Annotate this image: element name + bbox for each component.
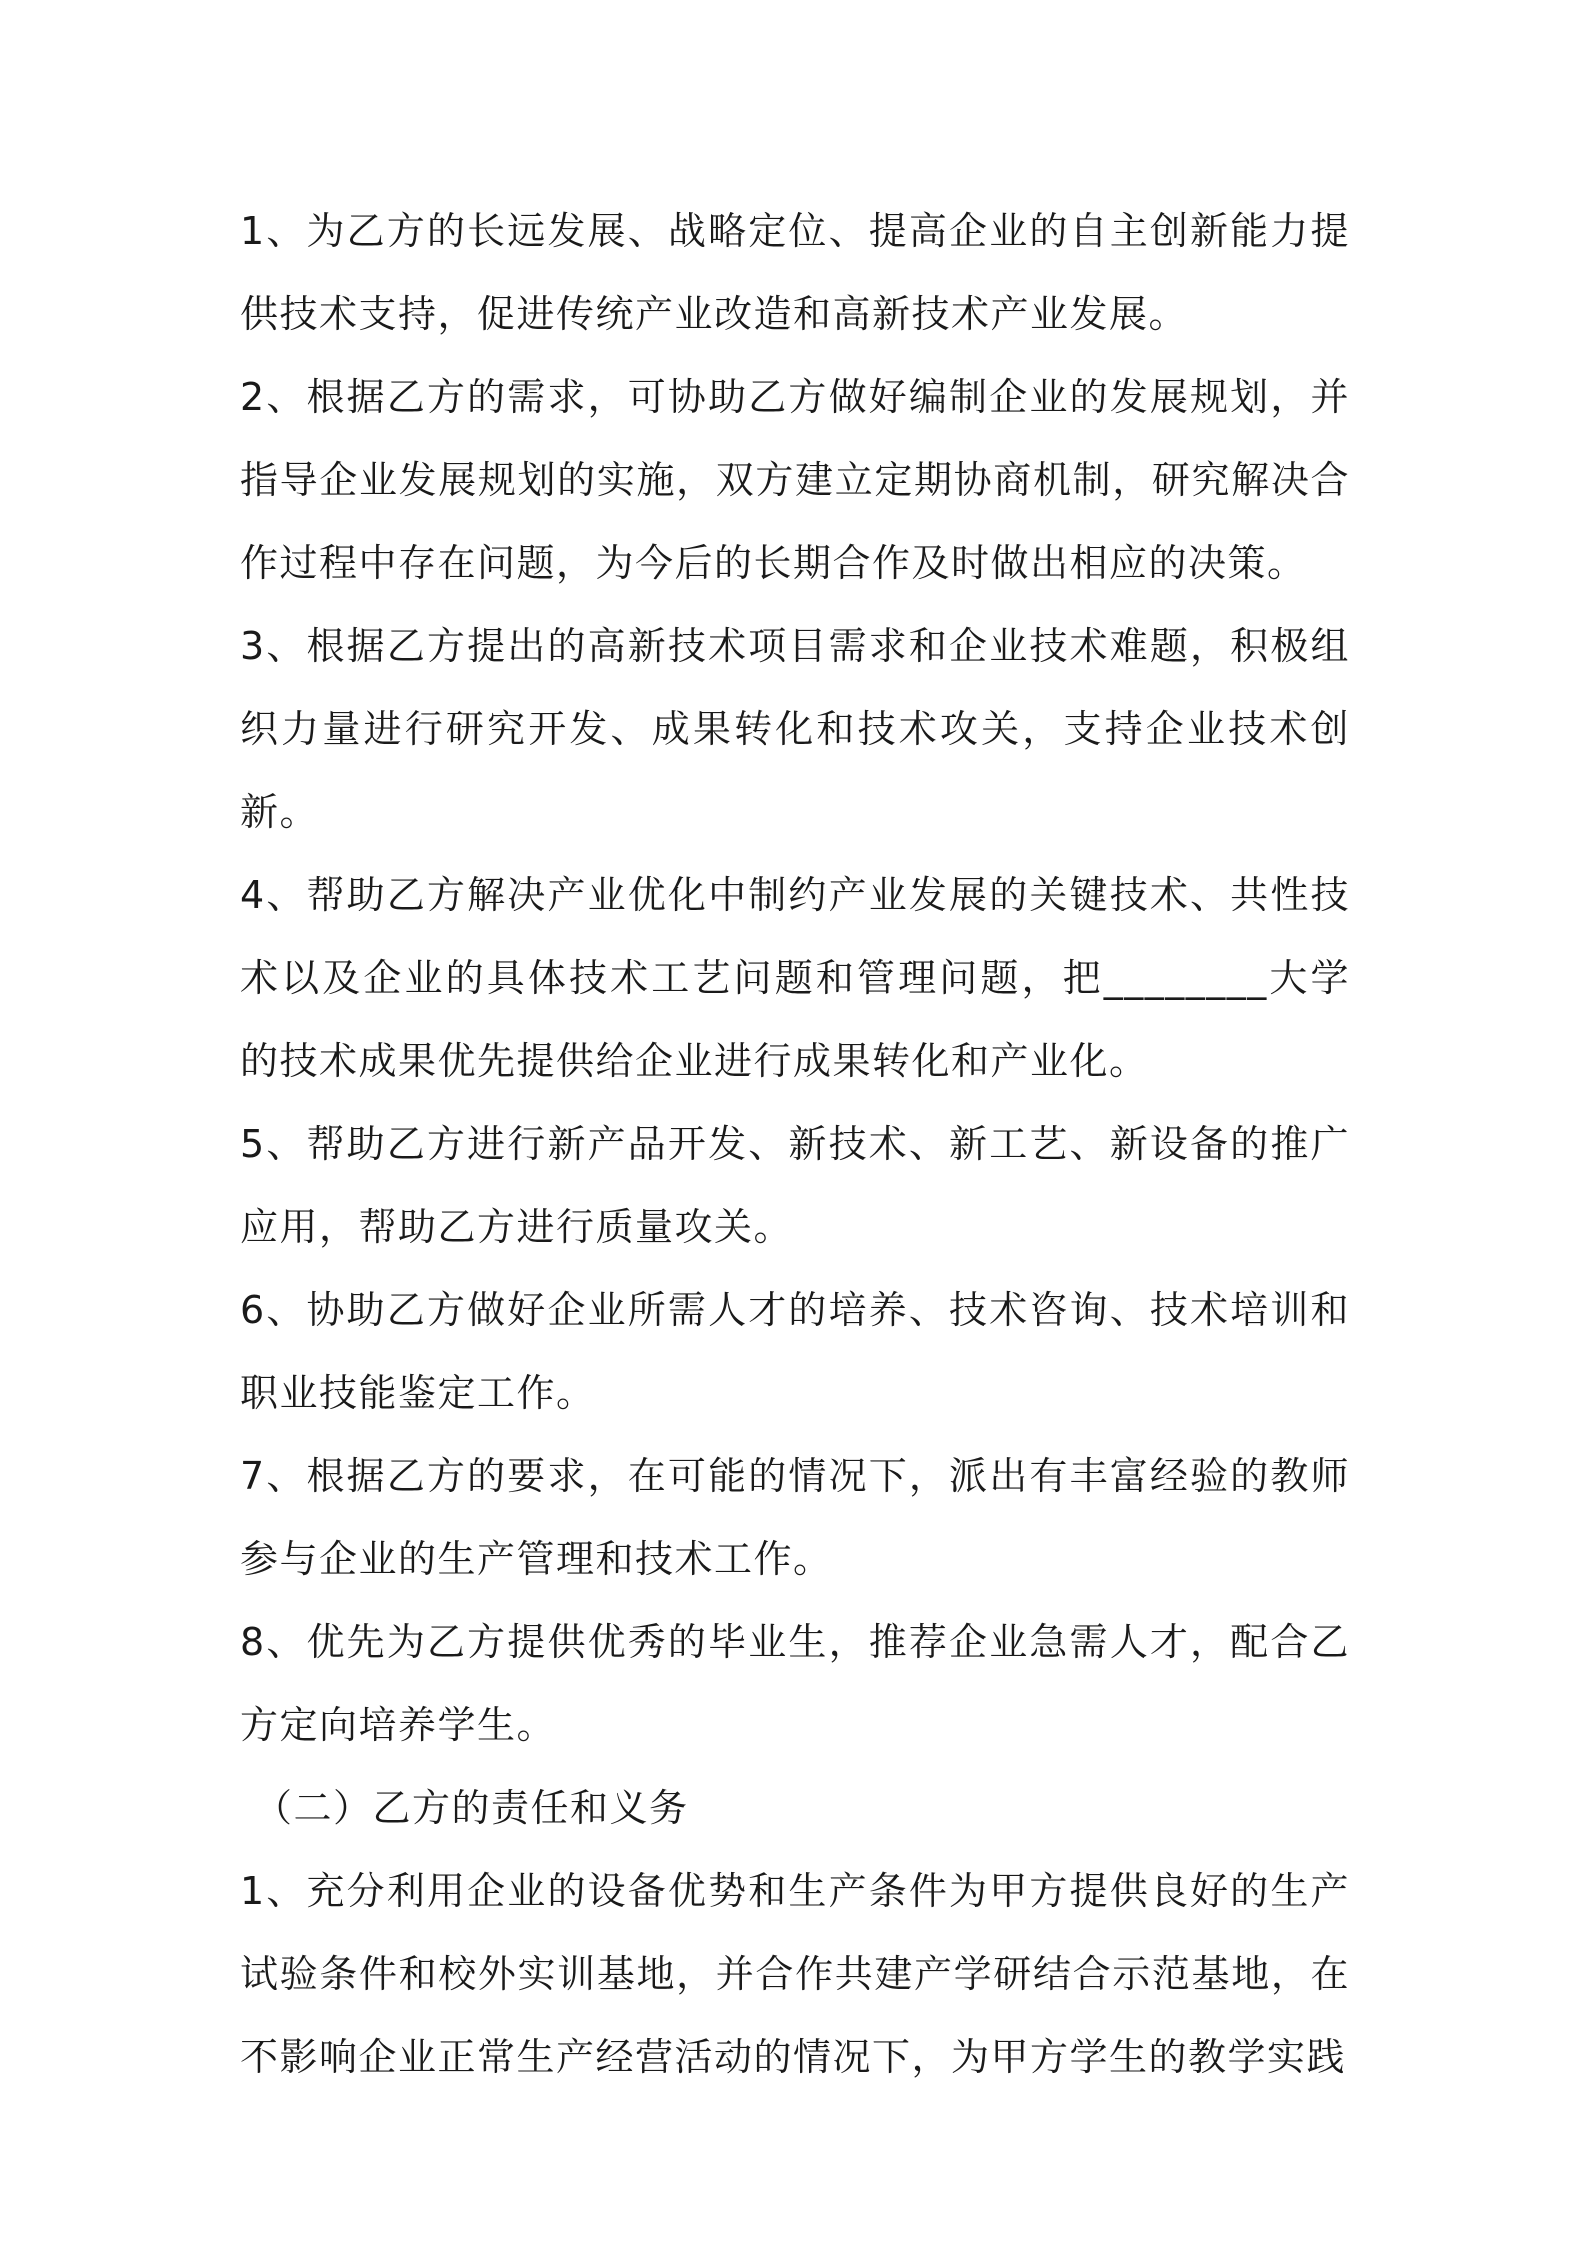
section-b-heading: （二）乙方的责任和义务	[254, 1786, 689, 1830]
clause-a-3: 3、根据乙方提出的高新技术项目需求和企业技术难题，积极组织力量进行研究开发、成果转化和技术攻关，支持企业技术创新。	[240, 624, 1350, 834]
clause-a-5: 5、帮助乙方进行新产品开发、新技术、新工艺、新设备的推广应用，帮助乙方进行质量攻关。	[240, 1122, 1350, 1249]
clause-a-2: 2、根据乙方的需求，可协助乙方做好编制企业的发展规划，并指导企业发展规划的实施，双方建立定期协商机制，研究解决合作过程中存在问题，为今后的长期合作及时做出相应的决策。	[240, 375, 1350, 585]
clause-a-8: 8、优先为乙方提供优秀的毕业生，推荐企业急需人才，配合乙方定向培养学生。	[240, 1620, 1350, 1747]
clause-a-7: 7、根据乙方的要求，在可能的情况下，派出有丰富经验的教师参与企业的生产管理和技术工作。	[240, 1454, 1350, 1581]
clause-a-4: 4、帮助乙方解决产业优化中制约产业发展的关键技术、共性技术以及企业的具体技术工艺问题和管理问题，把________大学的技术成果优先提供给企业进行成果转化和产业化。	[240, 873, 1350, 1083]
clause-a-6: 6、协助乙方做好企业所需人才的培养、技术咨询、技术培训和职业技能鉴定工作。	[240, 1288, 1350, 1415]
clause-b-1: 1、充分利用企业的设备优势和生产条件为甲方提供良好的生产试验条件和校外实训基地，并合作共建产学研结合示范基地，在不影响企业正常生产经营活动的情况下，为甲方学生的教学实践	[240, 1869, 1350, 2079]
document-body	[240, 190, 1350, 2099]
clause-a-1: 1、为乙方的长远发展、战略定位、提高企业的自主创新能力提供技术支持，促进传统产业改造和高新技术产业发展。	[240, 209, 1350, 336]
